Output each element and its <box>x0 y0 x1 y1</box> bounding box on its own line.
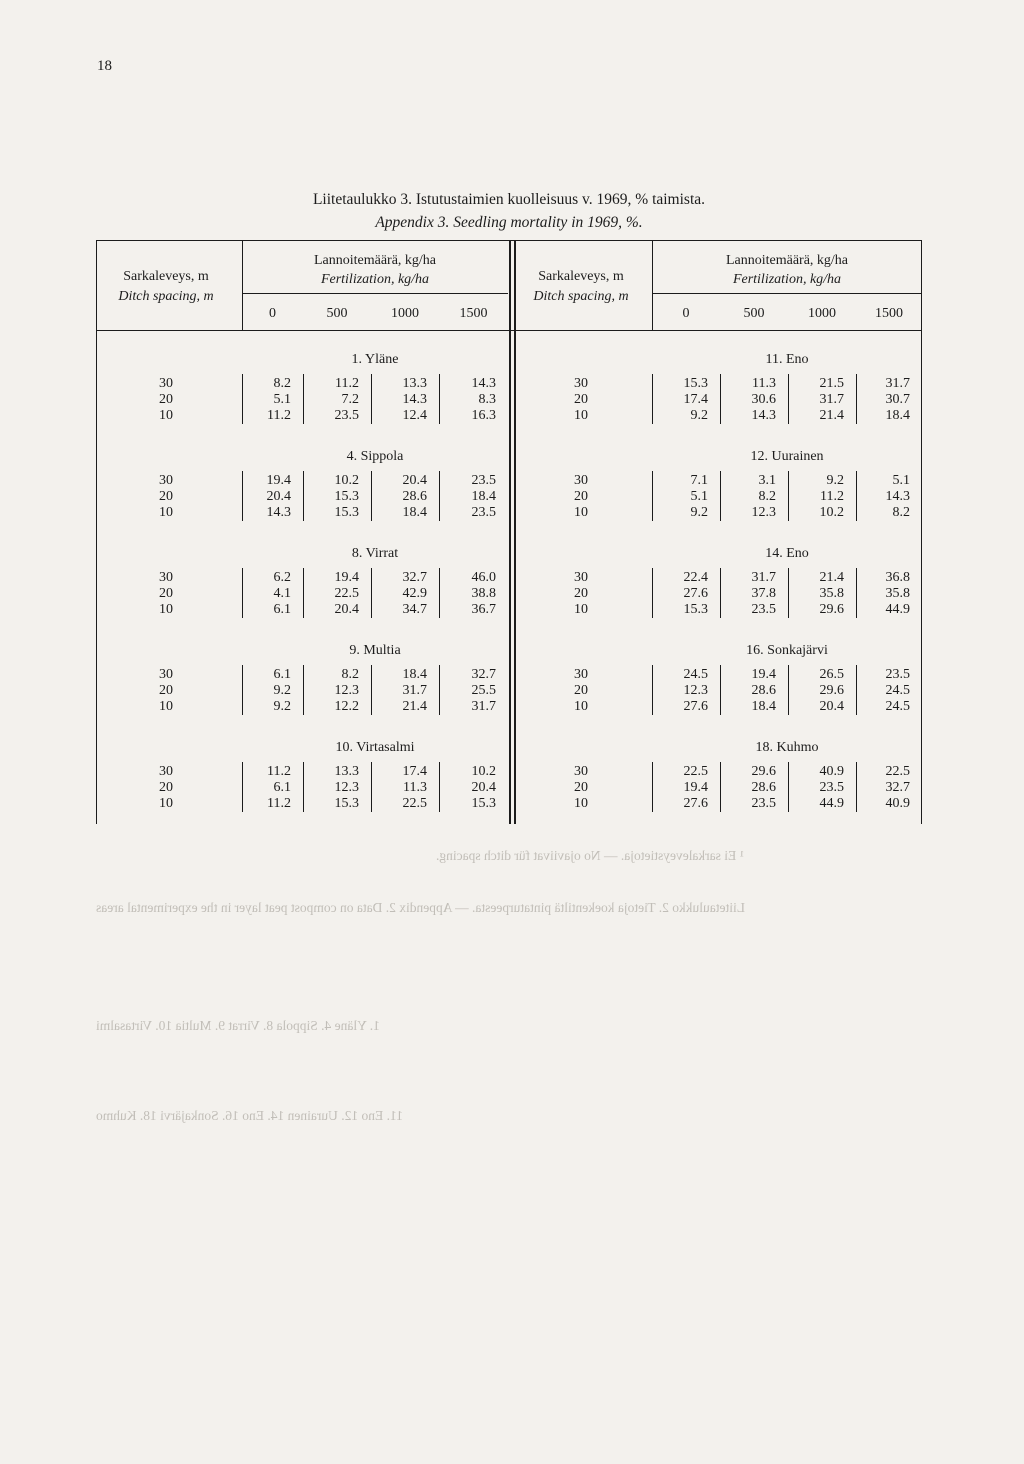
mortality-value: 18.4 <box>751 699 776 714</box>
mortality-value: 11.2 <box>335 376 359 391</box>
mortality-value: 6.1 <box>273 780 291 795</box>
group-rule <box>242 568 243 618</box>
group-rule <box>788 568 789 618</box>
mortality-value: 15.3 <box>334 505 359 520</box>
row-header-english-right: Ditch spacing, m <box>533 289 629 304</box>
bleed-through-line: 1. Yläne 4. Sippola 8. Virrat 9. Multia 10. Virtasalmi <box>96 1018 380 1033</box>
ditch-spacing-value: 20 <box>574 489 588 504</box>
mortality-value: 30.7 <box>885 392 910 407</box>
group-rule <box>856 568 857 618</box>
mortality-value: 29.6 <box>751 764 776 779</box>
ditch-spacing-value: 20 <box>159 683 173 698</box>
mortality-value: 23.5 <box>471 505 496 520</box>
mortality-value: 31.7 <box>885 376 910 391</box>
mortality-value: 27.6 <box>683 586 708 601</box>
group-rule <box>371 568 372 618</box>
site-heading: 11. Eno <box>765 352 809 367</box>
mortality-value: 14.3 <box>885 489 910 504</box>
mortality-value: 5.1 <box>892 473 910 488</box>
group-rule <box>788 762 789 812</box>
mortality-value: 20.4 <box>471 780 496 795</box>
group-rule <box>788 471 789 521</box>
row-header-english: Ditch spacing, m <box>118 289 214 304</box>
seedling-mortality-table <box>96 240 922 824</box>
mortality-value: 18.4 <box>402 505 427 520</box>
mortality-value: 8.3 <box>478 392 496 407</box>
mortality-value: 15.3 <box>683 602 708 617</box>
ditch-spacing-value: 20 <box>159 392 173 407</box>
site-heading: 4. Sippola <box>346 449 404 464</box>
mortality-value: 14.3 <box>266 505 291 520</box>
mortality-value: 21.4 <box>819 408 844 423</box>
group-rule <box>242 762 243 812</box>
group-rule <box>303 471 304 521</box>
site-heading: 14. Eno <box>765 546 809 561</box>
mortality-value: 32.7 <box>471 667 496 682</box>
mortality-value: 17.4 <box>402 764 427 779</box>
ditch-spacing-value: 20 <box>159 489 173 504</box>
bleed-through-line: Liitetaulukko 2. Tietoja koekentiltä pintaturpeesta. — Appendix 2. Data on compost peat layer in the experimental areas <box>96 900 745 915</box>
mortality-value: 44.9 <box>819 796 844 811</box>
ditch-spacing-value: 30 <box>574 570 588 585</box>
group-underline-left <box>242 293 508 294</box>
ditch-spacing-value: 30 <box>574 376 588 391</box>
site-heading: 1. Yläne <box>351 352 399 367</box>
mortality-value: 7.2 <box>341 392 359 407</box>
group-rule <box>720 568 721 618</box>
mortality-value: 23.5 <box>751 796 776 811</box>
mortality-value: 20.4 <box>402 473 427 488</box>
group-rule <box>788 665 789 715</box>
ditch-spacing-value: 20 <box>574 780 588 795</box>
mortality-value: 19.4 <box>751 667 776 682</box>
ditch-spacing-value: 20 <box>574 586 588 601</box>
mortality-value: 36.7 <box>471 602 496 617</box>
mortality-value: 22.5 <box>885 764 910 779</box>
group-rule <box>652 374 653 424</box>
mortality-value: 18.4 <box>471 489 496 504</box>
mortality-value: 9.2 <box>690 505 708 520</box>
row-header-finnish-right: Sarkaleveys, m <box>538 269 624 284</box>
outer-right-border <box>921 240 922 824</box>
center-double-rule-a <box>509 240 511 824</box>
mortality-value: 10.2 <box>819 505 844 520</box>
bleed-through-line: 11. Eno 12. Uurainen 14. Eno 16. Sonkajärvi 18. Kuhmo <box>96 1108 403 1123</box>
mortality-value: 23.5 <box>471 473 496 488</box>
mortality-value: 9.2 <box>826 473 844 488</box>
site-heading: 18. Kuhmo <box>755 740 819 755</box>
group-rule <box>371 471 372 521</box>
mortality-value: 29.6 <box>819 683 844 698</box>
mortality-value: 15.3 <box>683 376 708 391</box>
group-rule <box>720 374 721 424</box>
mortality-value: 23.5 <box>819 780 844 795</box>
ditch-spacing-value: 10 <box>159 699 173 714</box>
site-heading: 8. Virrat <box>351 546 399 561</box>
mortality-value: 31.7 <box>819 392 844 407</box>
mortality-value: 31.7 <box>751 570 776 585</box>
mortality-value: 15.3 <box>334 489 359 504</box>
site-heading: 9. Multia <box>349 643 401 658</box>
group-rule <box>439 374 440 424</box>
mortality-value: 8.2 <box>341 667 359 682</box>
mortality-value: 8.2 <box>758 489 776 504</box>
mortality-value: 19.4 <box>683 780 708 795</box>
group-rule <box>652 762 653 812</box>
mortality-value: 31.7 <box>471 699 496 714</box>
ditch-spacing-value: 30 <box>574 667 588 682</box>
ditch-spacing-value: 10 <box>159 408 173 423</box>
group-rule <box>371 762 372 812</box>
mortality-value: 11.3 <box>752 376 776 391</box>
mortality-value: 24.5 <box>885 683 910 698</box>
mortality-value: 35.8 <box>885 586 910 601</box>
column-group-english: Fertilization, kg/ha <box>320 272 430 287</box>
group-rule <box>242 471 243 521</box>
mortality-value: 12.3 <box>334 780 359 795</box>
group-rule <box>720 471 721 521</box>
mortality-value: 12.3 <box>751 505 776 520</box>
group-rule <box>439 665 440 715</box>
site-heading: 12. Uurainen <box>750 449 824 464</box>
fert-level-500-right: 500 <box>743 306 765 321</box>
mortality-value: 15.3 <box>334 796 359 811</box>
mortality-value: 40.9 <box>885 796 910 811</box>
ditch-spacing-value: 30 <box>574 473 588 488</box>
group-rule <box>303 568 304 618</box>
group-rule <box>652 665 653 715</box>
ditch-spacing-value: 10 <box>159 505 173 520</box>
group-rule <box>652 568 653 618</box>
mortality-value: 26.5 <box>819 667 844 682</box>
column-group-finnish: Lannoitemäärä, kg/ha <box>313 253 437 268</box>
mortality-value: 8.2 <box>273 376 291 391</box>
ditch-spacing-value: 30 <box>159 376 173 391</box>
mortality-value: 7.1 <box>690 473 708 488</box>
mortality-value: 22.4 <box>683 570 708 585</box>
mortality-value: 40.9 <box>819 764 844 779</box>
mortality-value: 29.6 <box>819 602 844 617</box>
mortality-value: 37.8 <box>751 586 776 601</box>
group-rule <box>303 374 304 424</box>
mortality-value: 23.5 <box>885 667 910 682</box>
group-rule <box>720 762 721 812</box>
mortality-value: 18.4 <box>402 667 427 682</box>
outer-left-border <box>96 240 97 824</box>
fert-level-1500: 1500 <box>459 306 488 321</box>
group-rule <box>439 568 440 618</box>
mortality-value: 11.2 <box>267 796 291 811</box>
mortality-value: 14.3 <box>471 376 496 391</box>
site-heading: 16. Sonkajärvi <box>746 643 828 658</box>
mortality-value: 12.4 <box>402 408 427 423</box>
fert-level-1000-right: 1000 <box>808 306 836 321</box>
mortality-value: 13.3 <box>334 764 359 779</box>
mortality-value: 10.2 <box>334 473 359 488</box>
mortality-value: 23.5 <box>334 408 359 423</box>
column-group-finnish-right: Lannoitemäärä, kg/ha <box>725 253 849 268</box>
mortality-value: 38.8 <box>471 586 496 601</box>
ditch-spacing-value: 30 <box>574 764 588 779</box>
group-rule <box>303 665 304 715</box>
mortality-value: 28.6 <box>402 489 427 504</box>
mortality-value: 36.8 <box>885 570 910 585</box>
mortality-value: 21.4 <box>819 570 844 585</box>
ditch-spacing-value: 30 <box>159 570 173 585</box>
ditch-spacing-value: 10 <box>159 602 173 617</box>
mortality-value: 24.5 <box>683 667 708 682</box>
mortality-value: 27.6 <box>683 699 708 714</box>
mortality-value: 21.5 <box>819 376 844 391</box>
ditch-spacing-value: 30 <box>159 667 173 682</box>
ditch-spacing-value: 10 <box>574 699 588 714</box>
mortality-value: 42.9 <box>402 586 427 601</box>
mortality-value: 22.5 <box>334 586 359 601</box>
header-divider-left <box>242 240 243 330</box>
mortality-value: 27.6 <box>683 796 708 811</box>
fert-level-0-right: 0 <box>682 306 690 321</box>
mortality-value: 44.9 <box>885 602 910 617</box>
mortality-value: 15.3 <box>471 796 496 811</box>
group-rule <box>242 665 243 715</box>
ditch-spacing-value: 10 <box>574 796 588 811</box>
site-heading: 10. Virtasalmi <box>335 740 415 755</box>
mortality-value: 5.1 <box>690 489 708 504</box>
mortality-value: 19.4 <box>334 570 359 585</box>
mortality-value: 6.1 <box>273 602 291 617</box>
group-rule <box>856 471 857 521</box>
page-number: 18 <box>97 58 112 74</box>
mortality-value: 21.4 <box>402 699 427 714</box>
mortality-value: 6.2 <box>273 570 291 585</box>
mortality-value: 14.3 <box>751 408 776 423</box>
mortality-value: 12.2 <box>334 699 359 714</box>
mortality-value: 18.4 <box>885 408 910 423</box>
mortality-value: 11.2 <box>820 489 844 504</box>
mortality-value: 20.4 <box>819 699 844 714</box>
mortality-value: 30.6 <box>751 392 776 407</box>
mortality-value: 32.7 <box>402 570 427 585</box>
center-double-rule-b <box>514 240 516 824</box>
mortality-value: 16.3 <box>471 408 496 423</box>
table-subtitle-english: Appendix 3. Seedling mortality in 1969, %. <box>375 214 643 231</box>
mortality-value: 9.2 <box>273 683 291 698</box>
ditch-spacing-value: 10 <box>574 602 588 617</box>
mortality-value: 3.1 <box>758 473 776 488</box>
mortality-value: 28.6 <box>751 683 776 698</box>
ditch-spacing-value: 10 <box>159 796 173 811</box>
row-header-finnish: Sarkaleveys, m <box>123 269 209 284</box>
fert-level-1000: 1000 <box>391 306 419 321</box>
ditch-spacing-value: 10 <box>574 505 588 520</box>
ditch-spacing-value: 20 <box>574 392 588 407</box>
mortality-value: 22.5 <box>402 796 427 811</box>
mortality-value: 12.3 <box>334 683 359 698</box>
ditch-spacing-value: 30 <box>159 473 173 488</box>
mortality-value: 14.3 <box>402 392 427 407</box>
column-group-english-right: Fertilization, kg/ha <box>732 272 842 287</box>
mortality-value: 9.2 <box>690 408 708 423</box>
group-rule <box>371 374 372 424</box>
mortality-value: 24.5 <box>885 699 910 714</box>
mortality-value: 20.4 <box>334 602 359 617</box>
fert-level-0: 0 <box>269 306 276 321</box>
ditch-spacing-value: 30 <box>159 764 173 779</box>
mortality-value: 20.4 <box>266 489 291 504</box>
mortality-value: 23.5 <box>751 602 776 617</box>
mortality-value: 4.1 <box>273 586 291 601</box>
mortality-value: 25.5 <box>471 683 496 698</box>
mortality-value: 17.4 <box>683 392 708 407</box>
mortality-value: 11.2 <box>267 408 291 423</box>
group-rule <box>856 374 857 424</box>
fert-level-500: 500 <box>326 306 348 321</box>
mortality-value: 9.2 <box>273 699 291 714</box>
group-rule <box>242 374 243 424</box>
mortality-value: 32.7 <box>885 780 910 795</box>
ditch-spacing-value: 20 <box>159 586 173 601</box>
group-rule <box>652 471 653 521</box>
mortality-value: 22.5 <box>683 764 708 779</box>
mortality-value: 19.4 <box>266 473 291 488</box>
group-rule <box>856 762 857 812</box>
mortality-value: 34.7 <box>402 602 427 617</box>
mortality-value: 10.2 <box>471 764 496 779</box>
group-rule <box>788 374 789 424</box>
group-rule <box>371 665 372 715</box>
table-title: Liitetaulukko 3. Istutustaimien kuolleisuus v. 1969, % taimista. <box>312 191 706 208</box>
ditch-spacing-value: 20 <box>574 683 588 698</box>
group-rule <box>303 762 304 812</box>
mortality-value: 31.7 <box>402 683 427 698</box>
mortality-value: 12.3 <box>683 683 708 698</box>
header-divider-right <box>652 240 653 330</box>
mortality-value: 46.0 <box>471 570 496 585</box>
ditch-spacing-value: 10 <box>574 408 588 423</box>
mortality-value: 28.6 <box>751 780 776 795</box>
mortality-value: 8.2 <box>892 505 910 520</box>
group-rule <box>439 762 440 812</box>
group-rule <box>856 665 857 715</box>
mortality-value: 11.3 <box>403 780 427 795</box>
group-underline-right <box>652 293 922 294</box>
ditch-spacing-value: 20 <box>159 780 173 795</box>
mortality-value: 11.2 <box>267 764 291 779</box>
mortality-value: 13.3 <box>402 376 427 391</box>
mortality-value: 5.1 <box>273 392 291 407</box>
bleed-through-line: ¹ Ei sarkaleveystietoja. — No ojaviivat für ditch spacing. <box>436 848 744 863</box>
group-rule <box>720 665 721 715</box>
mortality-value: 35.8 <box>819 586 844 601</box>
group-rule <box>439 471 440 521</box>
fert-level-1500-right: 1500 <box>875 306 903 321</box>
mortality-value: 6.1 <box>273 667 291 682</box>
